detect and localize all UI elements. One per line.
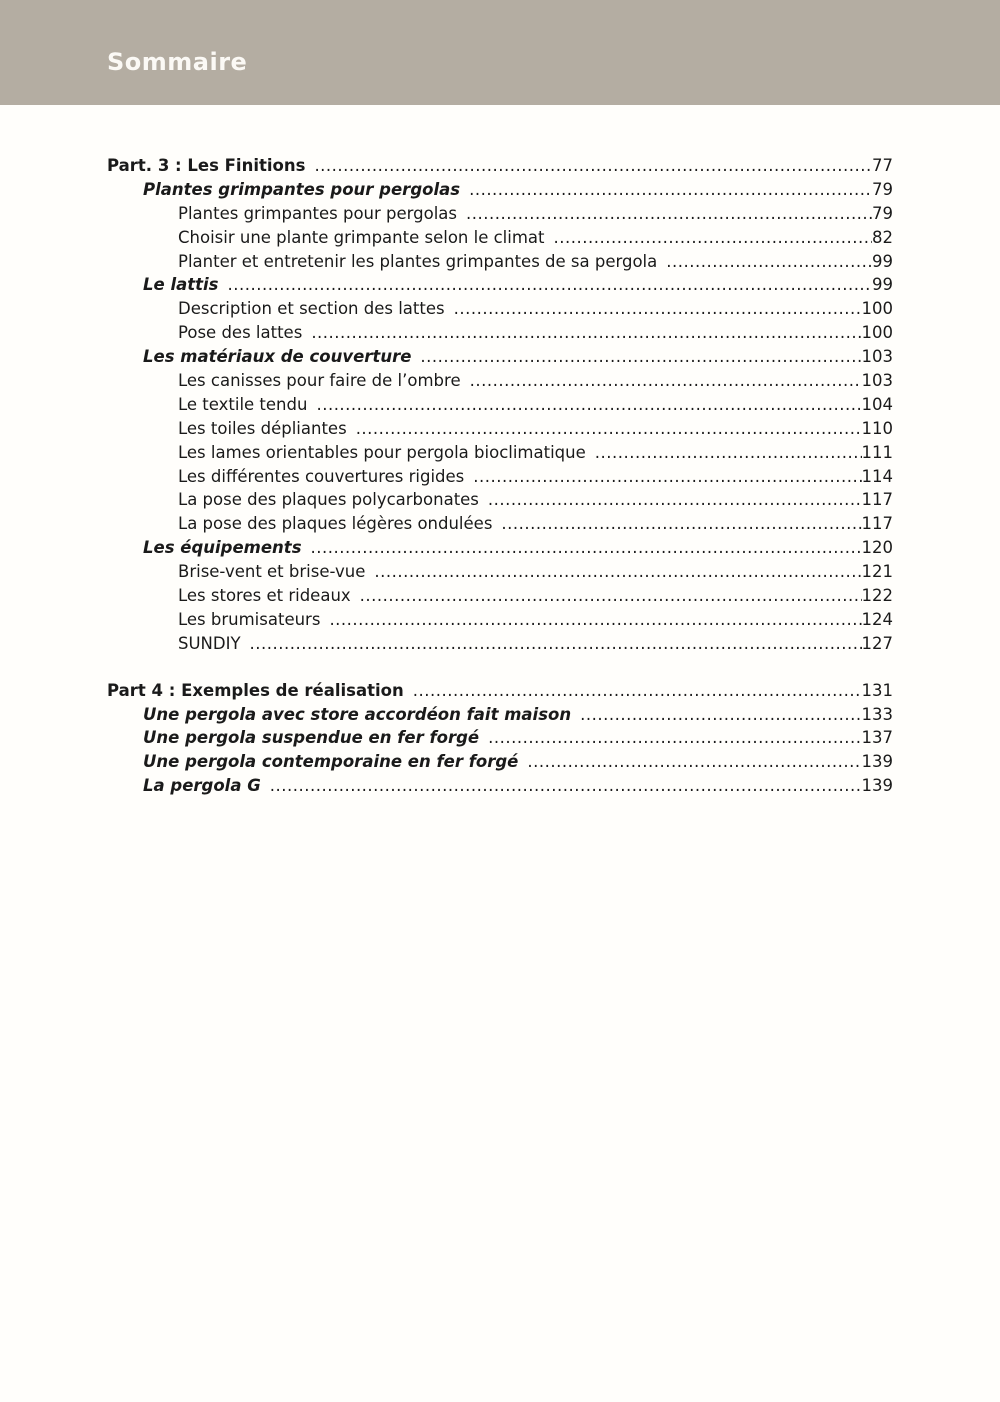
toc-entry-page: 117 (861, 514, 893, 534)
toc-entry-label: Planter et entretenir les plantes grimpantes de sa pergola (178, 251, 658, 271)
toc-entry-label: Brise-vent et brise-vue (178, 562, 366, 582)
toc-entry-label: Description et section des lattes (178, 299, 445, 319)
toc-entry-page: 79 (872, 179, 893, 199)
toc-entry-label: Les stores et rideaux (178, 586, 351, 606)
toc-entry-page: 120 (861, 538, 893, 558)
dot-leader-icon (365, 560, 861, 584)
toc-entry-page: 117 (861, 490, 893, 510)
toc-entry-page: 139 (861, 752, 893, 772)
toc-entry-label: Pose des lattes (178, 323, 303, 343)
toc-entry[interactable] (107, 774, 893, 798)
toc-entry-page: 137 (861, 728, 893, 748)
toc-entry[interactable] (107, 632, 893, 656)
toc-entry[interactable] (107, 536, 893, 560)
dot-leader-icon (219, 273, 873, 297)
toc-entry-page: 131 (861, 680, 893, 700)
toc-entry[interactable] (107, 560, 893, 584)
toc-entry-label: Le lattis (143, 275, 219, 295)
toc-entry[interactable] (107, 750, 893, 774)
toc-entry-page: 122 (861, 586, 893, 606)
dot-leader-icon (411, 345, 861, 369)
toc-entry-page: 100 (861, 299, 893, 319)
toc-list (107, 154, 893, 798)
dot-leader-icon (351, 584, 862, 608)
toc-entry-page: 77 (872, 156, 893, 175)
toc-entry[interactable] (107, 679, 893, 703)
dot-leader-icon (307, 393, 861, 417)
dot-leader-icon (518, 750, 861, 774)
toc-entry-label: Part 4 : Exemples de réalisation (107, 680, 404, 700)
dot-leader-icon (305, 154, 872, 178)
toc-entry-label: SUNDIY (178, 633, 241, 653)
toc-entry[interactable] (107, 226, 893, 250)
toc-entry-label: La pose des plaques légères ondulées (178, 514, 493, 534)
dot-leader-icon (461, 369, 862, 393)
toc-entry[interactable] (107, 250, 893, 274)
dot-leader-icon (404, 679, 862, 703)
dot-leader-icon (479, 726, 861, 750)
toc-entry-page: 111 (861, 442, 893, 462)
toc-entry-page: 99 (872, 251, 893, 271)
toc-entry-page: 114 (861, 466, 893, 486)
toc-entry-page: 103 (861, 347, 893, 367)
toc-entry[interactable] (107, 608, 893, 632)
dot-leader-icon (545, 226, 873, 250)
toc-entry[interactable] (107, 297, 893, 321)
toc-entry-label: Les canisses pour faire de l’ombre (178, 371, 461, 391)
toc-entry[interactable] (107, 321, 893, 345)
toc-entry[interactable] (107, 202, 893, 226)
toc-entry-label: La pergola G (143, 776, 261, 796)
dot-leader-icon (457, 202, 872, 226)
dot-leader-icon (347, 417, 862, 441)
toc-entry-label: Les différentes couvertures rigides (178, 466, 465, 486)
toc-entry[interactable] (107, 584, 893, 608)
toc-entry-page: 79 (872, 203, 893, 223)
toc-entry-page: 139 (861, 776, 893, 796)
toc-entry[interactable] (107, 512, 893, 536)
toc-entry[interactable] (107, 154, 893, 178)
dot-leader-icon (261, 774, 862, 798)
dot-leader-icon (479, 488, 862, 512)
toc-entry-page: 110 (861, 418, 893, 438)
toc-entry-page: 124 (861, 609, 893, 629)
dot-leader-icon (445, 297, 862, 321)
toc-entry-label: Les lames orientables pour pergola bioclimatique (178, 442, 586, 462)
toc-entry-label: Une pergola suspendue en fer forgé (143, 728, 480, 748)
toc-entry-label: Plantes grimpantes pour pergolas (178, 203, 458, 223)
toc-entry[interactable] (107, 369, 893, 393)
toc-entry[interactable] (107, 178, 893, 202)
dot-leader-icon (320, 608, 861, 632)
toc-entry[interactable] (107, 726, 893, 750)
toc-entry[interactable] (107, 345, 893, 369)
toc-entry-label: Part. 3 : Les Finitions (107, 156, 306, 175)
dot-leader-icon (657, 250, 872, 274)
toc-entry-label: Une pergola avec store accordéon fait maison (143, 704, 572, 724)
dot-leader-icon (586, 441, 862, 465)
page-title: Sommaire (107, 47, 248, 76)
toc-entry-label: Plantes grimpantes pour pergolas (143, 179, 461, 199)
dot-leader-icon (302, 321, 861, 345)
toc-entry-page: 99 (872, 275, 893, 295)
toc-entry[interactable] (107, 465, 893, 489)
toc-entry-page: 121 (861, 562, 893, 582)
toc-entry[interactable] (107, 417, 893, 441)
toc-entry-page: 100 (861, 323, 893, 343)
toc-entry[interactable] (107, 273, 893, 297)
toc-entry-page: 133 (861, 704, 893, 724)
toc-entry[interactable] (107, 703, 893, 727)
toc-entry-label: Choisir une plante grimpante selon le climat (178, 227, 545, 247)
toc-entry-label: Les toiles dépliantes (178, 418, 347, 438)
toc-entry[interactable] (107, 393, 893, 417)
toc-entry-label: Une pergola contemporaine en fer forgé (143, 752, 519, 772)
dot-leader-icon (464, 465, 861, 489)
toc-entry-page: 127 (861, 633, 893, 653)
dot-leader-icon (492, 512, 861, 536)
toc-entry[interactable] (107, 441, 893, 465)
toc-entry-label: Les matériaux de couverture (143, 347, 412, 367)
dot-leader-icon (460, 178, 872, 202)
toc-entry[interactable] (107, 488, 893, 512)
dot-leader-icon (302, 536, 862, 560)
toc-entry-page: 104 (861, 394, 893, 414)
toc-entry-label: La pose des plaques polycarbonates (178, 490, 479, 510)
dot-leader-icon (571, 703, 861, 727)
toc-entry-page: 103 (861, 371, 893, 391)
dot-leader-icon (241, 632, 862, 656)
toc-entry-label: Les équipements (143, 538, 302, 558)
header-bar (0, 0, 1000, 105)
toc-entry-label: Les brumisateurs (178, 609, 321, 629)
toc-entry-page: 82 (872, 227, 893, 247)
toc-entry-label: Le textile tendu (178, 394, 308, 414)
